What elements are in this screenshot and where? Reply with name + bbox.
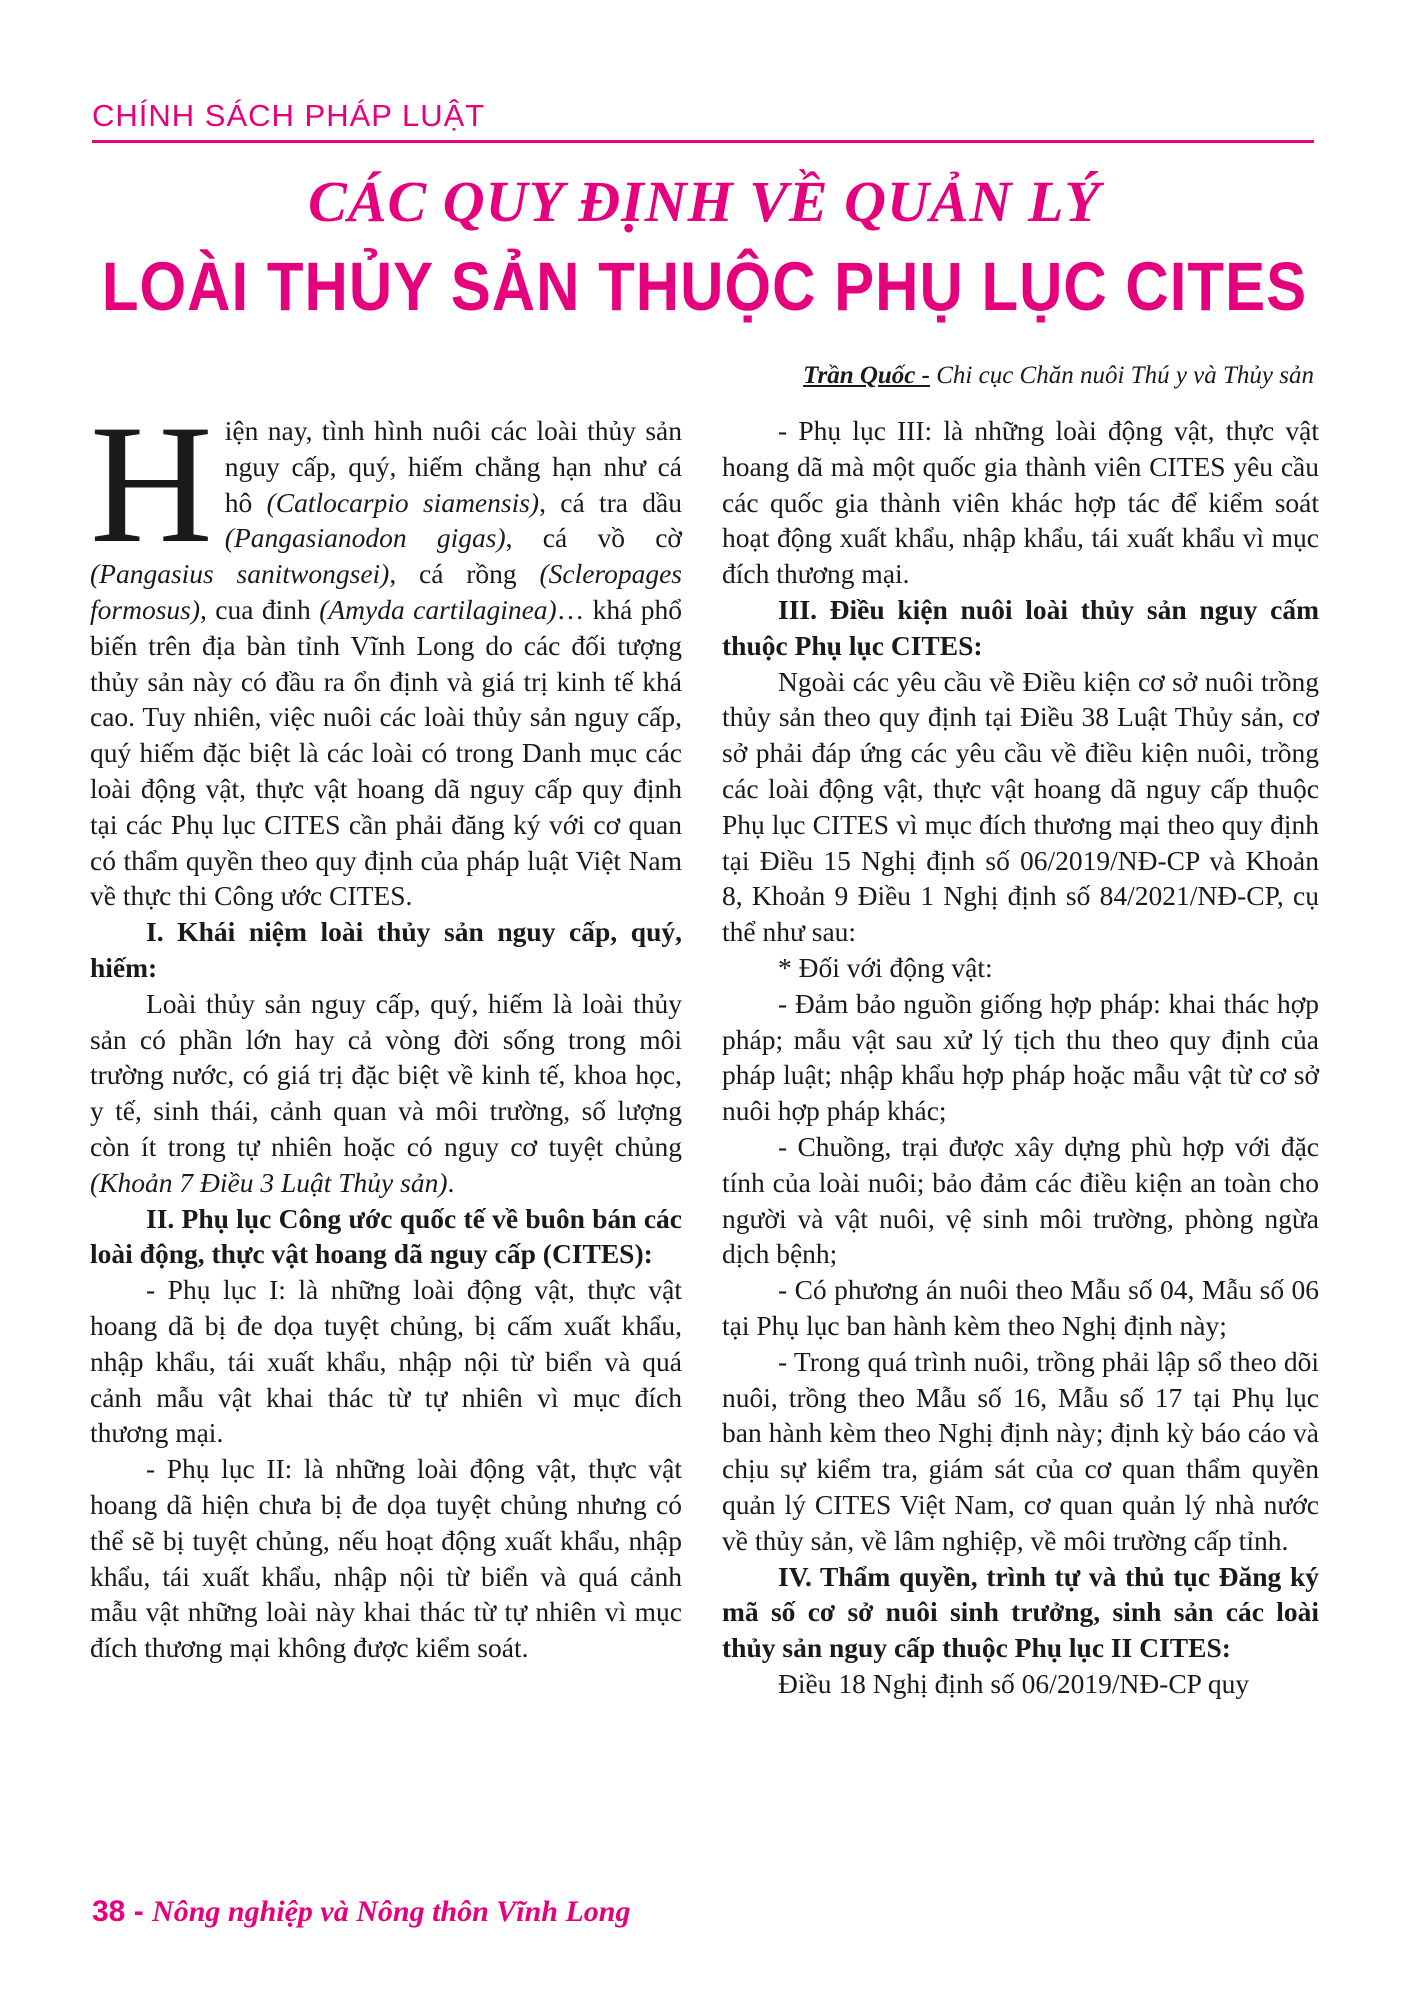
intro-text: , cá vồ cờ	[505, 522, 682, 554]
intro-text: , cá tra dầu	[539, 486, 682, 518]
section-1-text: .	[447, 1166, 455, 1198]
article-title-line2: LOÀI THỦY SẢN THUỘC PHỤ LỤC CITES	[101, 247, 1308, 326]
byline	[803, 362, 1314, 390]
article-title-line1: CÁC QUY ĐỊNH VỀ QUẢN LÝ	[308, 169, 1101, 234]
section-4-heading: IV. Thẩm quyền, trình tự và thủ tục Đăng ký mã số cơ sở nuôi sinh trưởng, sinh sản các loài thủy sản nguy cấp thuộc Phụ lục II CITES:	[722, 1560, 1319, 1664]
page-footer	[92, 1895, 631, 1929]
section-4-paragraph: Điều 18 Nghị định số 06/2019/NĐ-CP quy	[778, 1667, 1250, 1699]
species-name: (Amyda cartilaginea)	[319, 593, 557, 625]
species-name: (Pangasianodon gigas)	[224, 522, 506, 554]
drop-cap: H	[90, 390, 213, 578]
column-left	[90, 390, 683, 1666]
author-name: Trần Quốc -	[803, 362, 930, 389]
column-right	[722, 413, 1319, 1702]
header-divider	[92, 140, 1314, 143]
intro-text: , cua đinh	[200, 593, 320, 625]
species-name: (Catlocarpio siamensis)	[266, 486, 540, 518]
page-number: 38 -	[92, 1895, 153, 1928]
section-3-item: - Trong quá trình nuôi, trồng phải lập sổ theo dõi nuôi, trồng theo Mẫu số 16, Mẫu số 17 tại Phụ lục ban hành kèm theo Nghị định này; định kỳ báo cáo và chịu sự kiểm tra, giám sát của cơ quan thẩm quyền quản lý CITES Việt Nam, cơ quan quản lý nhà nước về thủy sản, về lâm nghiệp, về môi trường cấp tỉnh.	[722, 1345, 1319, 1556]
appendix-3-paragraph: - Phụ lục III: là những loài động vật, thực vật hoang dã mà một quốc gia thành viên CITES yêu cầu các quốc gia thành viên khác hợp tác để kiểm soát hoạt động xuất khẩu, nhập khẩu, tái xuất khẩu vì mục đích thương mại.	[722, 415, 1319, 590]
section-1-text: Loài thủy sản nguy cấp, quý, hiếm là loài thủy sản có phần lớn hay cả vòng đời sống trong môi trường nước, có giá trị đặc biệt về kinh tế, khoa học, y tế, sinh thái, cảnh quan và môi trường, số lượng còn ít trong tự nhiên hoặc có nguy cơ tuyệt chủng	[90, 987, 682, 1162]
section-3-item: - Có phương án nuôi theo Mẫu số 04, Mẫu số 06 tại Phụ lục ban hành kèm theo Nghị định này;	[722, 1274, 1319, 1341]
section-3-animals: * Đối với động vật:	[778, 951, 993, 983]
appendix-1-paragraph: - Phụ lục I: là những loài động vật, thực vật hoang dã bị đe dọa tuyệt chủng, bị cấm xuất khẩu, nhập khẩu, tái xuất khẩu, nhập nội từ biển và quá cảnh mẫu vật khai thác từ tự nhiên vì mục đích thương mại.	[90, 1274, 682, 1449]
section-1-paragraph	[90, 986, 682, 1201]
section-3-paragraph: Ngoài các yêu cầu về Điều kiện cơ sở nuôi trồng thủy sản theo quy định tại Điều 38 Luật Thủy sản, cơ sở phải đáp ứng các yêu cầu về điều kiện nuôi, trồng các loài động vật, thực vật hoang dã nguy cấp thuộc Phụ lục CITES vì mục đích thương mại theo quy định tại Điều 15 Nghị định số 06/2019/NĐ-CP và Khoản 8, Khoản 9 Điều 1 Nghị định số 84/2021/NĐ-CP, cụ thể như sau:	[722, 665, 1319, 948]
appendix-2-paragraph: - Phụ lục II: là những loài động vật, thực vật hoang dã hiện chưa bị đe dọa tuyệt chủng nhưng có thể sẽ bị tuyệt chủng, nếu hoạt động xuất khẩu, nhập khẩu, tái xuất khẩu, nhập nội từ biển và quá cảnh mẫu vật những loài này khai thác từ tự nhiên vì mục đích thương mại không được kiểm soát.	[90, 1453, 682, 1664]
intro-text: , cá rồng	[389, 558, 540, 590]
legal-citation: (Khoản 7 Điều 3 Luật Thủy sản)	[90, 1166, 448, 1198]
intro-text: iện nay, tình hình nuôi các loài thủy sản nguy cấp, quý, hiếm chẳng hạn như cá hô	[224, 415, 682, 518]
intro-text: … khá phổ biến trên địa bàn tỉnh Vĩnh Long do các đối tượng thủy sản này có đầu ra ổn định và giá trị kinh tế khá cao. Tuy nhiên, việc nuôi các loài thủy sản nguy cấp, quý hiếm đặc biệt là các loài có trong Danh mục các loài động vật, thực vật hoang dã nguy cấp quy định tại các Phụ lục CITES cần phải đăng ký với cơ quan có thẩm quyền theo quy định của pháp luật Việt Nam về thực thi Công ước CITES.	[90, 593, 682, 912]
author-affiliation: Chi cục Chăn nuôi Thú y và Thủy sản	[929, 362, 1314, 389]
section-2-heading: II. Phụ lục Công ước quốc tế về buôn bán các loài động, thực vật hoang dã nguy cấp (CITES):	[90, 1202, 682, 1270]
section-3-item: - Đảm bảo nguồn giống hợp pháp: khai thác hợp pháp; mẫu vật sau xử lý tịch thu theo quy định của pháp luật; nhập khẩu hợp pháp hoặc mẫu vật từ cơ sở nuôi hợp pháp khác;	[722, 987, 1319, 1127]
section-header: CHÍNH SÁCH PHÁP LUẬT	[92, 98, 486, 133]
intro-paragraph	[90, 390, 683, 914]
section-3-item: - Chuồng, trại được xây dựng phù hợp với đặc tính của loài nuôi; bảo đảm các điều kiện an toàn cho người và vật nuôi, vệ sinh môi trường, phòng ngừa dịch bệnh;	[722, 1130, 1319, 1270]
section-1-heading: I. Khái niệm loài thủy sản nguy cấp, quý, hiếm:	[90, 916, 682, 983]
species-name: (Scleropages formosus)	[90, 558, 683, 625]
magazine-name: Nông nghiệp và Nông thôn Vĩnh Long	[152, 1895, 631, 1928]
section-3-heading: III. Điều kiện nuôi loài thủy sản nguy cấm thuộc Phụ lục CITES:	[722, 593, 1319, 661]
species-name: (Pangasius sanitwongsei)	[90, 558, 390, 590]
